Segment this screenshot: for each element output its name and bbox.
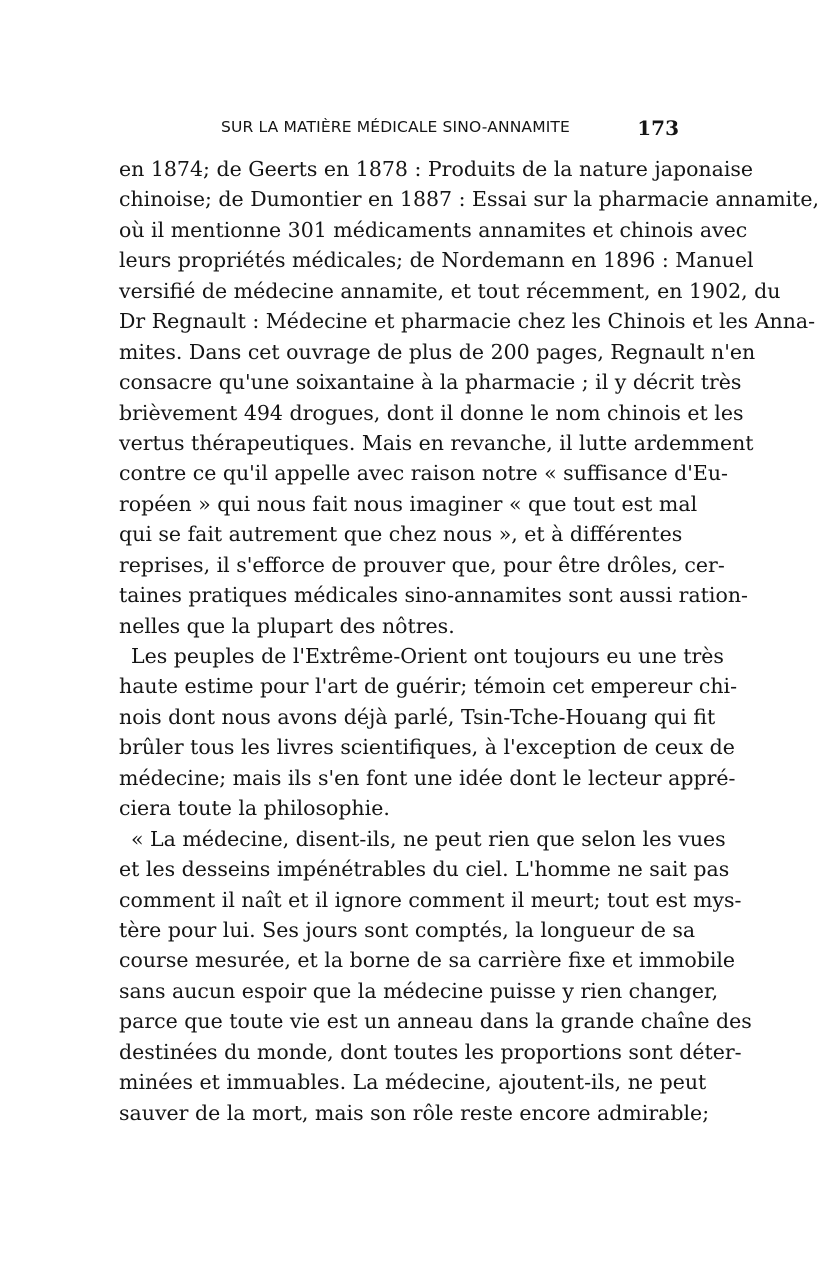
running-head: [119, 118, 679, 142]
text-line: ropéen » qui nous fait nous imaginer « que tout est mal: [119, 491, 698, 516]
text-line: Dr Regnault : Médecine et pharmacie chez les Chinois et les Anna-: [119, 309, 816, 334]
text-line: parce que toute vie est un anneau dans la grande chaîne des: [119, 1009, 752, 1034]
text-line: vertus thérapeutiques. Mais en revanche, il lutte ardemment: [119, 430, 754, 455]
text-line: en 1874; de Geerts en 1878 : Produits de la nature japonaise: [119, 157, 754, 181]
page-number: 173: [637, 116, 679, 140]
text-line: médecine; mais ils s'en font une idée dont le lecteur appré-: [119, 765, 736, 790]
text-line: comment il naît et il ignore comment il meurt; tout est mys-: [119, 887, 742, 912]
text-line: leurs propriétés médicales; de Nordemann en 1896 : Manuel: [119, 248, 754, 273]
text-line: mites. Dans cet ouvrage de plus de 200 pages, Regnault n'en: [119, 339, 756, 364]
text-line: qui se fait autrement que chez nous », et à différentes: [119, 522, 683, 547]
text-line: où il mentionne 301 médicaments annamites et chinois avec: [119, 217, 748, 242]
text-line: contre ce qu'il appelle avec raison notre « suffisance d'Eu-: [119, 461, 728, 486]
text-line: sauver de la mort, mais son rôle reste encore admirable;: [119, 1100, 710, 1125]
text-line: minées et immuables. La médecine, ajoutent-ils, ne peut: [119, 1070, 707, 1095]
text-line: et les desseins impénétrables du ciel. L'homme ne sait pas: [119, 857, 730, 882]
text-line: brièvement 494 drogues, dont il donne le nom chinois et les: [119, 400, 744, 425]
text-line: haute estime pour l'art de guérir; témoin cet empereur chi-: [119, 674, 738, 699]
text-line: nelles que la plupart des nôtres.: [119, 613, 455, 638]
text-line: reprises, il s'efforce de prouver que, pour être drôles, cer-: [119, 552, 725, 577]
text-line: destinées du monde, dont toutes les proportions sont déter-: [119, 1039, 742, 1064]
text-line: versifié de médecine annamite, et tout récemment, en 1902, du: [119, 278, 781, 303]
body-text: [119, 154, 819, 1128]
text-line: brûler tous les livres scientifiques, à l'exception de ceux de: [119, 735, 735, 760]
text-line: course mesurée, et la borne de sa carrière fixe et immobile: [119, 948, 736, 973]
text-line: « La médecine, disent-ils, ne peut rien que selon les vues: [131, 826, 726, 851]
text-line: taines pratiques médicales sino-annamites sont aussi ration-: [119, 583, 748, 608]
text-line: consacre qu'une soixantaine à la pharmacie ; il y décrit très: [119, 370, 742, 395]
text-line: ciera toute la philosophie.: [119, 796, 390, 821]
text-line: nois dont nous avons déjà parlé, Tsin-Tche-Houang qui fit: [119, 704, 716, 729]
text-line: chinoise; de Dumontier en 1887 : Essai sur la pharmacie annamite,: [119, 187, 819, 212]
running-title: SUR LA MATIÈRE MÉDICALE SINO-ANNAMITE: [221, 118, 570, 136]
text-line: tère pour lui. Ses jours sont comptés, la longueur de sa: [119, 917, 696, 942]
text-line: Les peuples de l'Extrême-Orient ont toujours eu une très: [131, 644, 724, 668]
text-line: sans aucun espoir que la médecine puisse y rien changer,: [119, 978, 719, 1003]
